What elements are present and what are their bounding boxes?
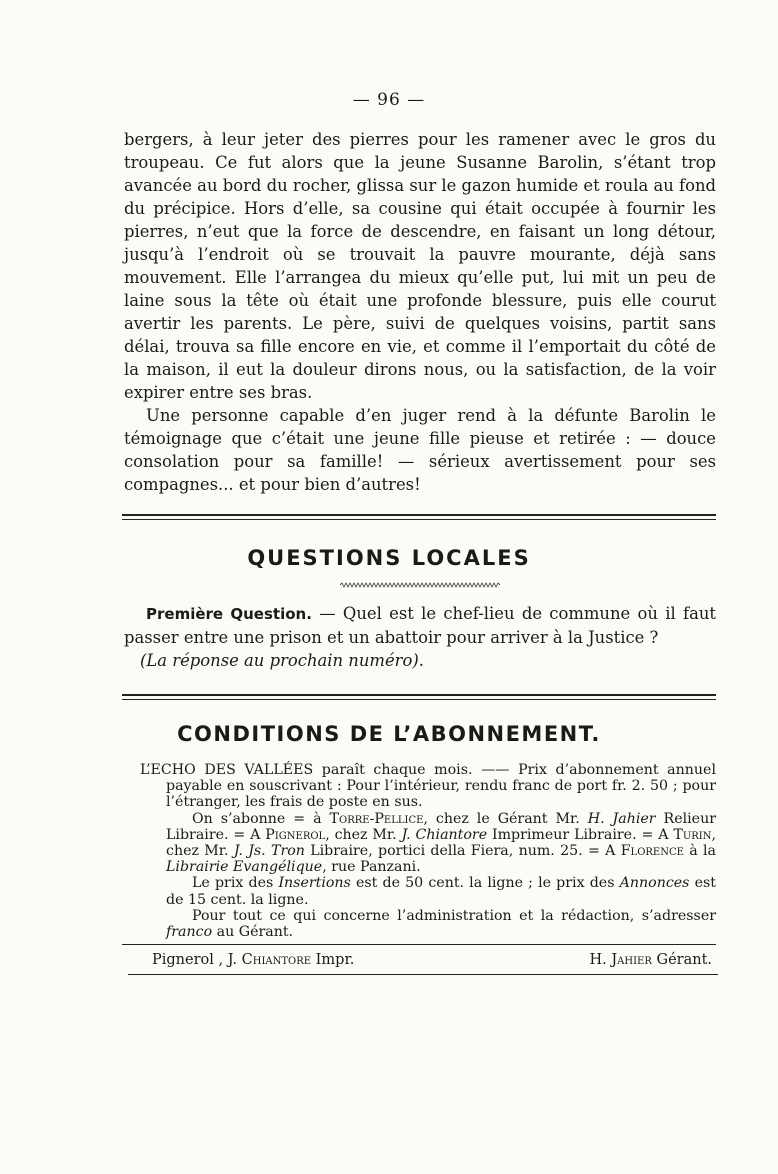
text-run: , rue Panzani. — [322, 859, 421, 876]
question-label: Première Question. — [146, 605, 312, 623]
page-number: — 96 — — [352, 90, 426, 110]
place-florence: Florence — [620, 843, 684, 860]
librairie-evangelique: Librairie Evangélique — [166, 859, 323, 876]
answer-note: (La réponse au prochain numéro). — [140, 651, 424, 670]
name-jahier: H. Jahier — [587, 810, 656, 827]
conditions-paragraph-1: L’ECHO DES VALLÉES paraît chaque mois. —— Prix d’abonnement annuel payable en souscrivant : Pour l’intérieur, rendu franc de port fr. 2. 50 ; pour l’étranger, les frais de poste en sus. — [140, 762, 716, 811]
footer-rule-bottom — [128, 974, 718, 975]
text-run: Le prix des — [192, 875, 279, 892]
conditions-paragraph-4 — [140, 908, 716, 940]
text-run: Libraire, portici della Fiera, num. 25. = A — [304, 843, 621, 860]
local-question — [124, 602, 716, 672]
franco-term: franco — [166, 924, 213, 941]
questions-title: QUESTIONS LOCALES — [247, 546, 531, 570]
text-run: Relieur Libraire. = A — [166, 810, 716, 843]
text-run: H. — [589, 952, 612, 968]
text-run: Pignerol , J. — [152, 952, 242, 968]
conditions-title: CONDITIONS DE L’ABONNEMENT. — [177, 722, 601, 746]
text-run: Impr. — [311, 952, 355, 968]
text-run: , chez Mr. — [166, 826, 717, 860]
text-run: à la — [683, 843, 716, 860]
text-run: On s’abonne = à — [192, 810, 330, 827]
footer-rule-top — [122, 944, 716, 945]
name-tron: J. Js. Tron — [233, 843, 305, 860]
manager-name: Jahier — [611, 952, 652, 968]
subscription-conditions — [140, 762, 716, 940]
printer-credit — [152, 952, 354, 968]
text-run: Imprimeur Libraire. = A — [487, 826, 674, 843]
text-run: Pour tout ce qui concerne l’administration et la rédaction, s’adresser — [192, 907, 716, 924]
text-run: au Gérant. — [212, 924, 294, 941]
place-pignerol: Pignerol — [265, 826, 326, 843]
question-text — [124, 602, 716, 649]
paragraph-1: bergers, à leur jeter des pierres pour les ramener avec le gros du troupeau. Ce fut alors que la jeune Susanne Barolin, s’étant trop avancée au bord du rocher, glissa sur le gazon humide et roula au fond du précipice. Hors d’elle, sa cousine qui était occupée à fournir les pierres, n’eut que la force de descendre, en faisant un long détour, jusqu’à l’endroit où se trouvait la pauvre mourante, déjà sans mouvement. Elle l’arrangea du mieux qu’elle put, lui mit un peu de laine sous la tête où était une profonde blessure, puis elle courut avertir les parents. Le père, suivi de quelques voisins, partit sans délai, trouva sa fille encore en vie, et comme il l’emportait du côté de la maison, il eut la douleur dirons nous, ou la satisfaction, de la voir expirer entre ses bras. — [124, 130, 716, 402]
conditions-paragraph-2 — [140, 811, 716, 876]
text-run: Gérant. — [651, 952, 712, 968]
paragraph-2: Une personne capable d’en juger rend à la défunte Barolin le témoignage que c’était une jeune fille pieuse et retirée : — douce consolation pour sa famille! — sérieux avertissement pour ses compagnes... et pour bien d’autres! — [124, 406, 716, 494]
wavy-ornament — [340, 582, 500, 588]
name-chiantore: J. Chiantore — [401, 826, 488, 843]
text-run: est de 15 cent. la ligne. — [166, 875, 716, 908]
conditions-paragraph-3 — [140, 875, 716, 907]
section-divider-1 — [122, 514, 716, 520]
text-run: , chez Mr. — [325, 826, 402, 843]
text-run: est de 50 cent. la ligne ; le prix des — [350, 875, 620, 892]
place-torre-pellice: Torre-Pellice — [329, 810, 424, 827]
annonces-term: Annonces — [619, 875, 690, 892]
manager-credit — [589, 952, 712, 968]
place-turin: Turin — [673, 826, 712, 843]
printer-name: Chiantore — [241, 952, 312, 968]
insertions-term: Insertions — [278, 875, 351, 892]
narrative-text — [124, 128, 716, 496]
imprint-footer — [152, 952, 712, 968]
question-body: — Quel est le chef-lieu de commune où il faut passer entre une prison et un abattoir pour arriver à la Justice ? — [124, 604, 717, 647]
text-run: , chez le Gérant Mr. — [423, 810, 588, 827]
section-divider-2 — [122, 694, 716, 700]
